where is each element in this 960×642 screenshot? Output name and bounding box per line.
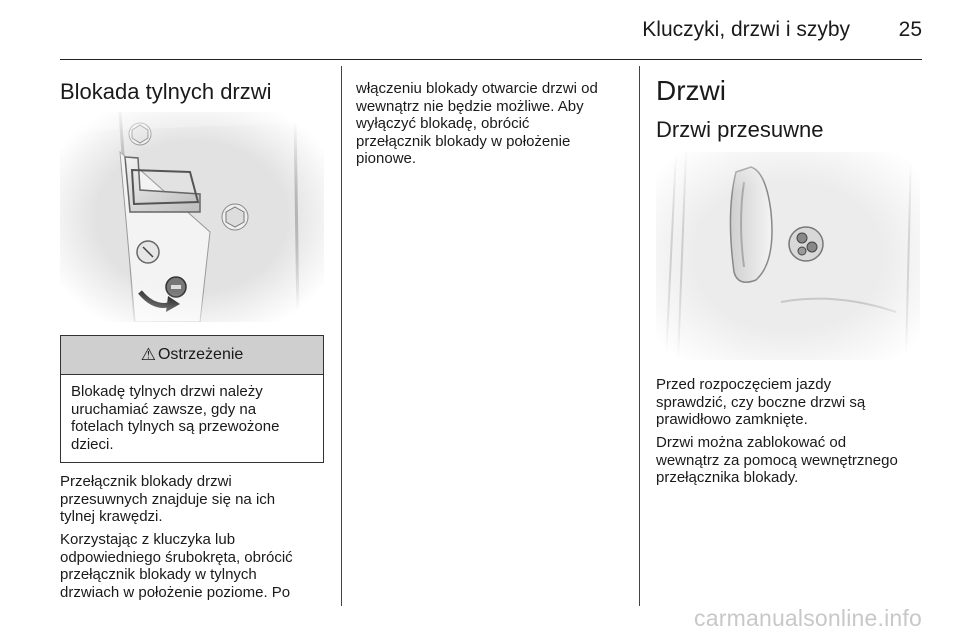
section-heading-rear-door-lock: Blokada tylnych drzwi	[60, 79, 272, 104]
page-number: 25	[898, 18, 922, 41]
text-line: Korzystając z kluczyka lub	[60, 531, 236, 548]
right-paragraph-2	[656, 434, 936, 487]
warning-header	[61, 336, 323, 375]
text-line: przełącznika blokady.	[656, 469, 799, 486]
text-line: przełącznik blokady w tylnych	[60, 566, 257, 583]
text-line: odpowiedniego śrubokręta, obrócić	[60, 548, 293, 566]
text-line: Drzwi można zablokować od	[656, 434, 847, 451]
text-line: prawidłowo zamknięte.	[656, 411, 808, 428]
subheading-sliding-doors: Drzwi przesuwne	[656, 117, 824, 142]
left-column	[60, 80, 330, 104]
column-divider-right	[639, 66, 640, 606]
warning-line: Blokadę tylnych drzwi należy	[71, 383, 263, 400]
text-line: przesuwnych znajduje się na ich	[60, 490, 276, 508]
rear-door-lock-illustration	[60, 112, 324, 322]
right-heading-block	[656, 76, 926, 106]
warning-line: uruchamiać zawsze, gdy na	[71, 400, 257, 418]
middle-paragraph	[356, 80, 634, 168]
watermark: carmanualsonline.info	[694, 605, 922, 631]
text-line: wewnątrz nie będzie możliwe. Aby	[356, 97, 584, 115]
warning-line: fotelach tylnych są przewożone	[71, 418, 280, 435]
left-paragraph-1	[60, 473, 335, 526]
warning-body	[61, 375, 323, 461]
text-line: wyłączyć blokadę, obrócić	[356, 115, 530, 132]
text-line: sprawdzić, czy boczne drzwi są	[656, 393, 866, 411]
column-divider-left	[341, 66, 342, 606]
warning-line: dzieci.	[71, 435, 114, 453]
text-line: pionowe.	[356, 150, 417, 167]
text-line: Przed rozpoczęciem jazdy	[656, 376, 832, 393]
text-line: przełącznik blokady w położenie	[356, 132, 571, 150]
text-line: Przełącznik blokady drzwi	[60, 473, 232, 490]
text-line: drzwiach w położenie poziome. Po	[60, 583, 291, 601]
warning-box	[60, 335, 324, 463]
warning-title: Ostrzeżenie	[157, 346, 244, 363]
section-heading-doors: Drzwi	[656, 75, 726, 106]
right-paragraph-1	[656, 376, 931, 429]
text-line: tylnej krawędzi.	[60, 508, 163, 525]
header-title: Kluczyki, drzwi i szyby	[642, 18, 850, 41]
right-subheading-block	[656, 118, 926, 142]
header-divider	[60, 59, 922, 60]
left-paragraph-2	[60, 531, 335, 601]
sliding-door-illustration	[656, 152, 920, 360]
text-line: włączeniu blokady otwarcie drzwi od	[356, 80, 598, 97]
text-line: wewnątrz za pomocą wewnętrznego	[656, 451, 898, 469]
warning-triangle-icon: ⚠	[140, 345, 156, 364]
